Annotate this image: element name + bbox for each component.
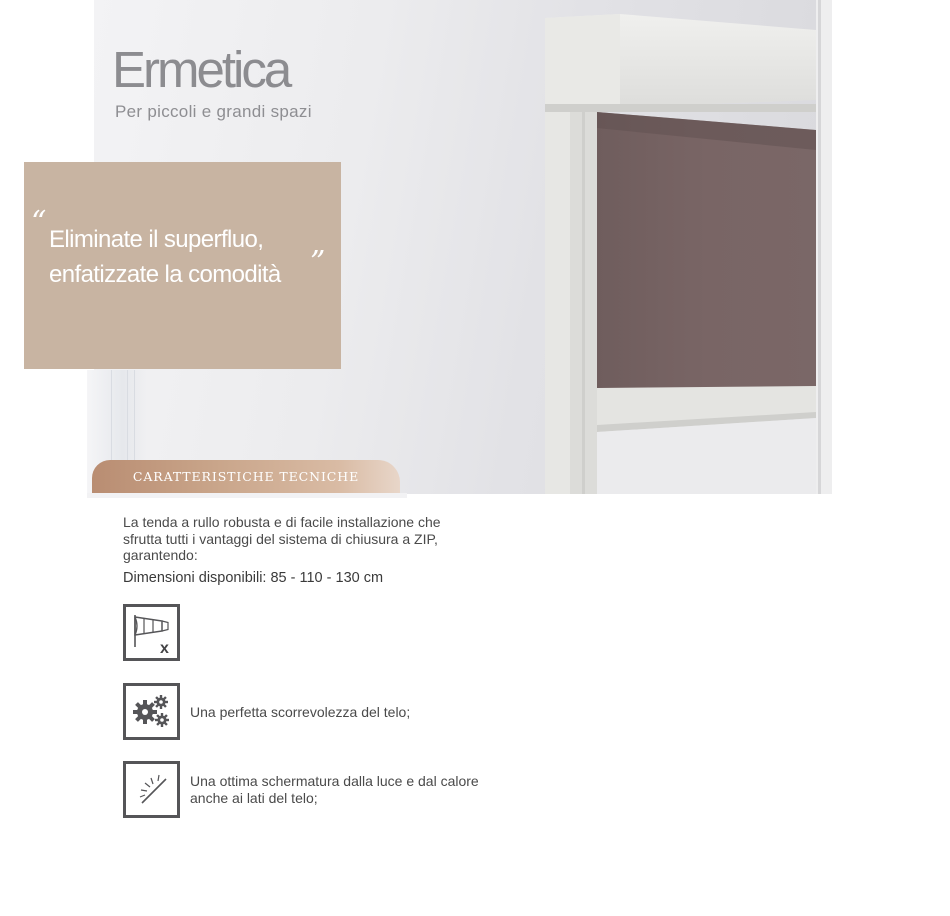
svg-text:x: x [160,640,169,657]
quote-text: Eliminate il superfluo, enfatizzate la comodità [49,226,281,288]
intro-text: La tenda a rullo robusta e di facile installazione che sfrutta tutti i vantaggi del sistema di chiusura a ZIP, garantendo: [123,514,441,563]
page-title: Ermetica [112,41,290,98]
light-rays-icon [123,761,180,818]
close-quote-mark: ” [310,245,326,280]
gears-icon [123,683,180,740]
feature-text-2: Una perfetta scorrevolezza del telo; [190,704,411,720]
tech-specs-tab [92,460,400,493]
dimensions-text: Dimensioni disponibili: 85 - 110 - 130 cm [123,570,384,586]
windsock-icon [123,604,180,661]
open-quote-mark: “ [31,205,47,240]
tab-base [87,493,407,498]
tech-specs-tab-label: CARATTERISTICHE TECNICHE [132,469,360,484]
page-subtitle: Per piccoli e grandi spazi [115,102,312,121]
feature-text-3: Una ottima schermatura dalla luce e dal calore anche ai lati del telo; [190,773,479,806]
